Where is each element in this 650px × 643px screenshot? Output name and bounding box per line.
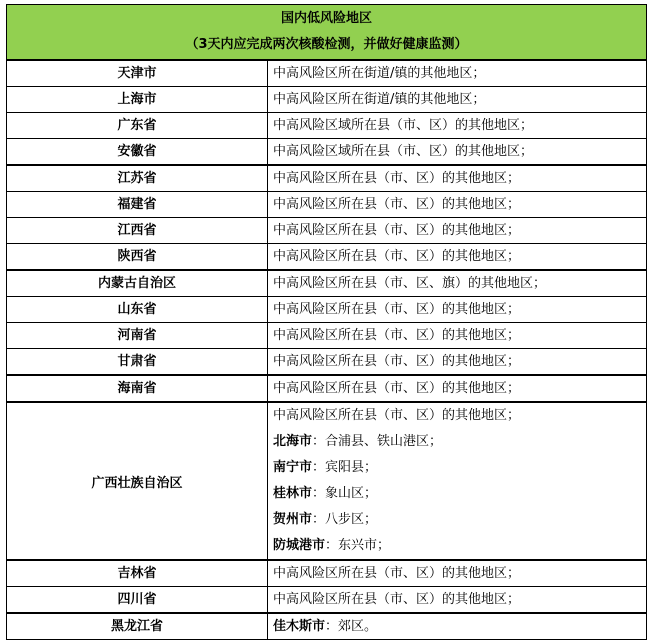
table-row	[7, 587, 647, 614]
table-row	[7, 139, 647, 166]
table-row	[7, 60, 647, 87]
description-cell: 中高风险区所在县（市、区）的其他地区；	[268, 297, 647, 323]
city-name: 佳木斯市	[273, 619, 326, 634]
city-line	[268, 429, 646, 455]
region-cell: 福建省	[7, 192, 268, 218]
table-subtitle: （3天内应完成两次核酸检测，并做好健康监测）	[185, 37, 468, 52]
region-cell: 上海市	[7, 87, 268, 113]
table-header-row	[7, 5, 647, 61]
description-cell: 中高风险区所在县（市、区）的其他地区；	[268, 375, 647, 402]
city-areas: ：象山区；	[312, 486, 378, 501]
region-cell: 山东省	[7, 297, 268, 323]
table-row-guangxi	[7, 402, 647, 560]
table-row	[7, 297, 647, 323]
table-header	[7, 5, 647, 61]
table-row	[7, 613, 647, 640]
city-areas: ：八步区；	[312, 512, 378, 527]
region-cell: 黑龙江省	[7, 613, 268, 640]
table-row	[7, 375, 647, 402]
description-cell	[268, 613, 647, 640]
region-cell: 安徽省	[7, 139, 268, 166]
description-cell: 中高风险区所在县（市、区）的其他地区；	[268, 560, 647, 587]
city-name: 北海市	[273, 434, 313, 449]
city-name: 防城港市	[273, 538, 326, 553]
description-cell: 中高风险区域所在县（市、区）的其他地区；	[268, 139, 647, 166]
table-row	[7, 270, 647, 297]
description-cell: 中高风险区所在县（市、区）的其他地区；	[268, 244, 647, 271]
region-cell: 江苏省	[7, 165, 268, 192]
table-title: 国内低风险地区	[281, 11, 373, 26]
city-areas: ：合浦县、铁山港区；	[312, 434, 443, 449]
table-row	[7, 192, 647, 218]
region-cell: 广西壮族自治区	[7, 402, 268, 560]
description-cell: 中高风险区所在县（市、区、旗）的其他地区；	[268, 270, 647, 297]
region-cell: 海南省	[7, 375, 268, 402]
description-cell: 中高风险区所在县（市、区）的其他地区；	[268, 323, 647, 349]
table-row	[7, 165, 647, 192]
city-name: 桂林市	[273, 486, 313, 501]
table-row	[7, 87, 647, 113]
description-cell: 中高风险区所在县（市、区）的其他地区；	[268, 218, 647, 244]
description-cell: 中高风险区所在县（市、区）的其他地区；	[268, 587, 647, 614]
city-line	[268, 533, 646, 559]
table-row	[7, 218, 647, 244]
region-cell: 陕西省	[7, 244, 268, 271]
region-cell: 吉林省	[7, 560, 268, 587]
description-cell: 中高风险区所在县（市、区）的其他地区；	[268, 165, 647, 192]
description-cell: 中高风险区所在县（市、区）的其他地区；	[268, 349, 647, 376]
region-cell: 河南省	[7, 323, 268, 349]
region-cell: 四川省	[7, 587, 268, 614]
table-row	[7, 560, 647, 587]
description-cell: 中高风险区所在街道/镇的其他地区；	[268, 60, 647, 87]
region-cell: 内蒙古自治区	[7, 270, 268, 297]
region-cell: 广东省	[7, 113, 268, 139]
city-areas: ：宾阳县；	[312, 460, 378, 475]
city-name: 南宁市	[273, 460, 313, 475]
table-row	[7, 349, 647, 376]
risk-area-table-container	[6, 4, 646, 640]
region-cell: 甘肃省	[7, 349, 268, 376]
city-line	[268, 455, 646, 481]
city-line	[268, 507, 646, 533]
low-risk-area-table	[6, 4, 647, 640]
table-row	[7, 113, 647, 139]
region-cell: 天津市	[7, 60, 268, 87]
table-row	[7, 323, 647, 349]
city-areas: ：东兴市；	[325, 538, 391, 553]
description-cell	[268, 402, 647, 560]
description-cell: 中高风险区所在县（市、区）的其他地区；	[268, 192, 647, 218]
city-areas: ：郊区。	[325, 619, 378, 634]
city-line	[268, 481, 646, 507]
table-row	[7, 244, 647, 271]
region-cell: 江西省	[7, 218, 268, 244]
description-cell: 中高风险区所在街道/镇的其他地区；	[268, 87, 647, 113]
description-line: 中高风险区所在县（市、区）的其他地区；	[273, 408, 521, 423]
city-name: 贺州市	[273, 512, 313, 527]
description-cell: 中高风险区域所在县（市、区）的其他地区；	[268, 113, 647, 139]
